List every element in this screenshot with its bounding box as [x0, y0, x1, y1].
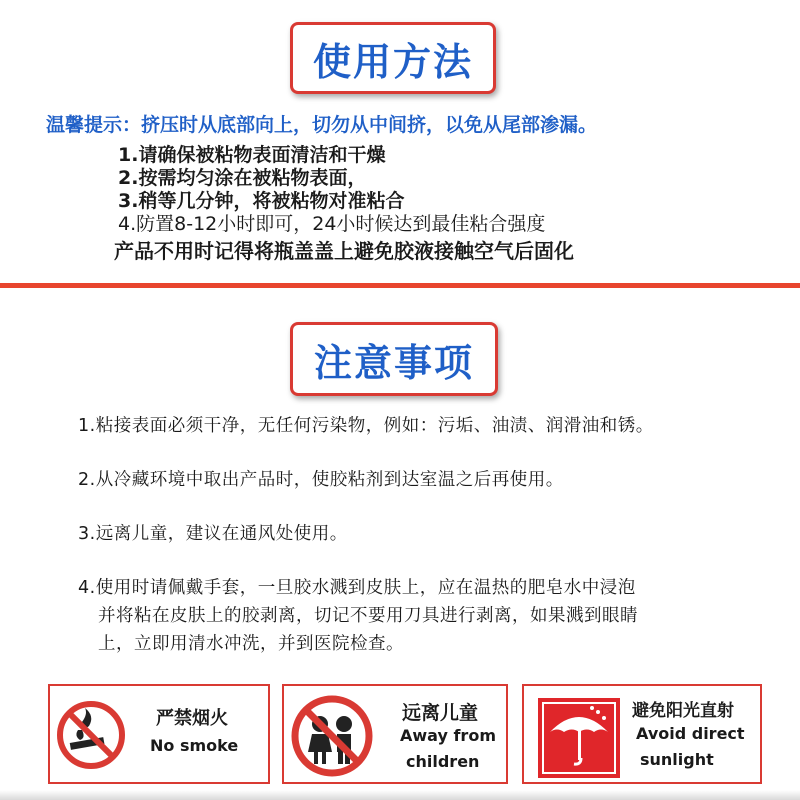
usage-step: 2.按需均匀涂在被粘物表面， — [118, 167, 367, 189]
no-smoke-sign — [48, 684, 270, 784]
avoid-sunlight-sign — [522, 684, 762, 784]
precaution-item: 4.使用时请佩戴手套，一旦胶水溅到皮肤上，应在温热的肥皂水中浸泡 — [78, 578, 636, 598]
precaution-item-continued: 上，立即用清水冲洗，并到医院检查。 — [98, 634, 404, 654]
sign-title: 远离儿童 — [402, 702, 479, 724]
usage-step: 3.稍等几分钟，将被粘物对准粘合 — [118, 190, 405, 212]
warm-tip: 温馨提示：挤压时从底部向上，切勿从中间挤，以免从尾部渗漏。 — [46, 114, 598, 136]
section-divider — [0, 283, 800, 288]
away-from-children-sign — [282, 684, 508, 784]
sign-title: 避免阳光直射 — [632, 701, 734, 721]
usage-steps — [114, 144, 574, 263]
usage-step: 1.请确保被粘物表面清洁和干燥 — [118, 144, 386, 166]
keep-away-children-icon — [290, 694, 374, 778]
bottom-edge — [0, 790, 800, 800]
precautions-title: 注意事项 — [290, 322, 498, 396]
sign-title: 严禁烟火 — [156, 708, 228, 729]
usage-note: 产品不用时记得将瓶盖盖上避免胶液接触空气后固化 — [114, 239, 574, 263]
no-smoking-icon — [56, 700, 126, 770]
sign-english: children — [406, 752, 480, 771]
usage-step: 4.防置8-12小时即可，24小时候达到最佳粘合强度 — [118, 213, 546, 235]
precaution-item: 2.从冷藏环境中取出产品时，使胶粘剂到达室温之后再使用。 — [78, 470, 564, 490]
sign-english: Away from — [400, 726, 496, 745]
precaution-item: 1.粘接表面必须干净，无任何污染物，例如：污垢、油渍、润滑油和锈。 — [78, 416, 654, 436]
sign-english: sunlight — [640, 750, 714, 769]
precaution-item: 3.远离儿童，建议在通风处使用。 — [78, 524, 348, 544]
usage-title: 使用方法 — [290, 22, 496, 94]
sign-english: No smoke — [150, 736, 239, 755]
sign-english: Avoid direct — [636, 724, 745, 743]
precautions-list — [78, 412, 654, 658]
umbrella-icon — [538, 698, 620, 778]
precaution-item-continued: 并将粘在皮肤上的胶剥离，切记不要用刀具进行剥离，如果溅到眼睛 — [98, 606, 638, 626]
